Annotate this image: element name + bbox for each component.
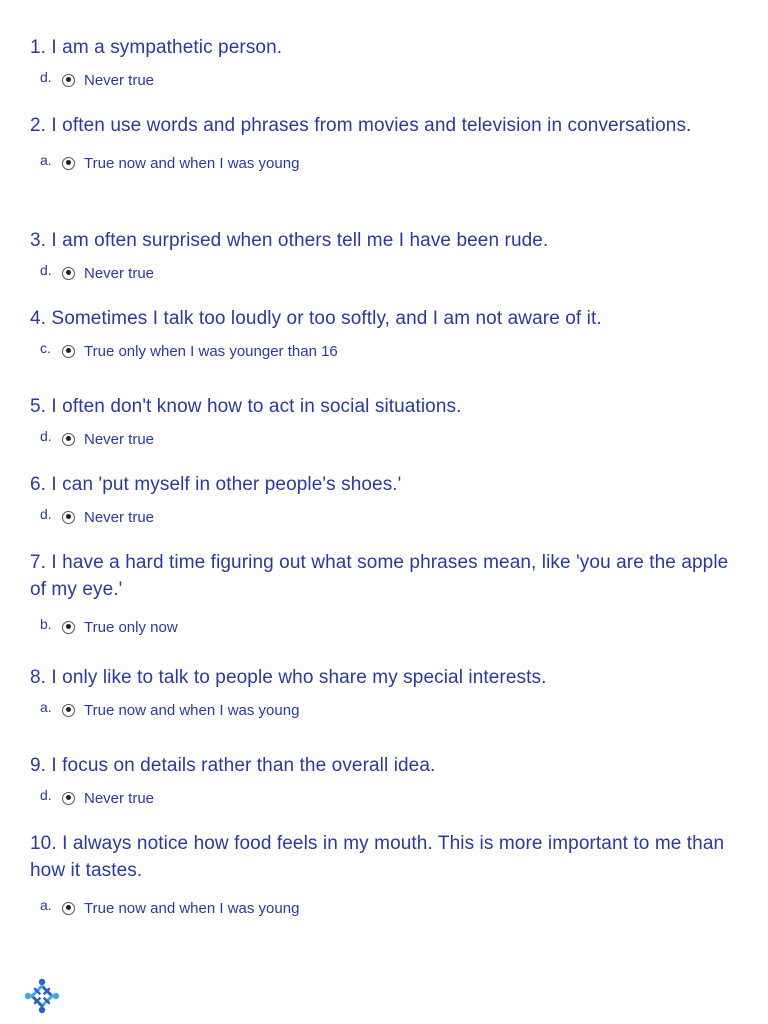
question-text: 9. I focus on details rather than the overall idea. [30,755,436,776]
people-circle-logo-icon [22,976,62,1016]
question-text: 10. I always notice how food feels in my mouth. This is more important to me than how it tastes. [30,833,725,881]
answer-label: True only when I was younger than 16 [84,342,338,360]
question-text: 2. I often use words and phrases from movies and television in conversations. [30,115,692,136]
selected-answer [40,507,745,527]
answer-label: True only now [84,618,178,636]
question-10 [30,830,745,918]
radio-selected-icon[interactable] [62,902,75,915]
question-text: 1. I am a sympathetic person. [30,37,283,58]
question-text: 7. I have a hard time figuring out what some phrases mean, like 'you are the apple of my eye.' [30,552,729,600]
question-1 [30,34,745,90]
question-text: 6. I can 'put myself in other people's shoes.' [30,474,402,495]
answer-label: True now and when I was young [84,154,300,172]
selected-answer [40,153,745,173]
selected-answer [40,263,745,283]
radio-selected-icon[interactable] [62,267,75,280]
answer-letter: b. [40,616,52,632]
question-7 [30,549,745,637]
question-9 [30,752,745,808]
question-6 [30,471,745,527]
radio-selected-icon[interactable] [62,157,75,170]
selected-answer [40,341,745,361]
radio-selected-icon[interactable] [62,74,75,87]
selected-answer [40,700,745,720]
radio-selected-icon[interactable] [62,511,75,524]
answer-letter: d. [40,69,52,85]
answer-letter: d. [40,787,52,803]
radio-selected-icon[interactable] [62,792,75,805]
answer-letter: d. [40,506,52,522]
question-4 [30,305,745,361]
radio-selected-icon[interactable] [62,433,75,446]
question-text: 4. Sometimes I talk too loudly or too softly, and I am not aware of it. [30,308,602,329]
answer-letter: a. [40,152,52,168]
question-3 [30,227,745,283]
answer-letter: d. [40,428,52,444]
selected-answer [40,429,745,449]
answer-letter: d. [40,262,52,278]
answer-label: True now and when I was young [84,899,300,917]
answer-label: Never true [84,789,155,807]
radio-selected-icon[interactable] [62,704,75,717]
answer-label: True now and when I was young [84,701,300,719]
answer-label: Never true [84,430,155,448]
selected-answer [40,70,745,90]
answer-letter: c. [40,340,51,356]
radio-selected-icon[interactable] [62,345,75,358]
answer-letter: a. [40,699,52,715]
question-2 [30,112,745,173]
answer-label: Never true [84,71,155,89]
radio-selected-icon[interactable] [62,621,75,634]
answer-letter: a. [40,897,52,913]
selected-answer [40,617,745,637]
question-text: 3. I am often surprised when others tell me I have been rude. [30,230,549,251]
question-5 [30,393,745,449]
question-8 [30,664,745,720]
selected-answer [40,788,745,808]
question-text: 5. I often don't know how to act in social situations. [30,396,462,417]
answer-label: Never true [84,508,155,526]
answer-label: Never true [84,264,155,282]
question-text: 8. I only like to talk to people who share my special interests. [30,667,547,688]
selected-answer [40,898,745,918]
